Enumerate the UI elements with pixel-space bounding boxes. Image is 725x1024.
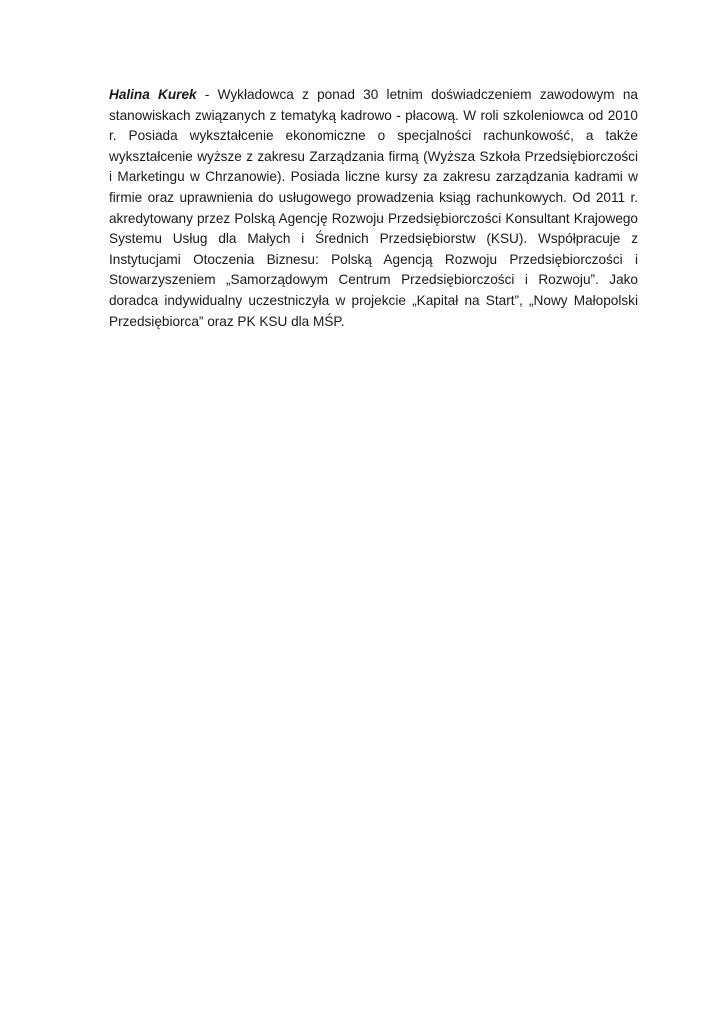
bio-text: - Wykładowca z ponad 30 letnim doświadczeniem zawodowym na stanowiskach związanych z tematyką kadrowo - płacową. W roli szkoleniowca od 2010 r. Posiada wykształcenie ekonomiczne o specjalności rachunkowość, a także wykształcenie wyższe z zakresu Zarządzania firmą (Wyższa Szkoła Przedsiębiorczości i Marketingu w Chrzanowie). Posiada liczne kursy za zakresu zarządzania kadrami w firmie oraz uprawnienia do usługowego prowadzenia ksiąg rachunkowych. Od 2011 r. akredytowany przez Polską Agencję Rozwoju Przedsiębiorczości Konsultant Krajowego Systemu Usług dla Małych i Średnich Przedsiębiorstw (KSU). Współpracuje z Instytucjami Otoczenia Biznesu: Polską Agencją Rozwoju Przedsiębiorczości i Stowarzyszeniem „Samorządowym Centrum Przedsiębiorczości i Rozwoju”. Jako doradca indywidualny uczestniczyła w projekcie „Kapitał na Start”, „Nowy Małopolski Przedsiębiorca” oraz PK KSU dla MŚP.: [109, 87, 638, 329]
bio-paragraph: [109, 85, 638, 332]
person-name: Halina Kurek: [109, 87, 197, 102]
